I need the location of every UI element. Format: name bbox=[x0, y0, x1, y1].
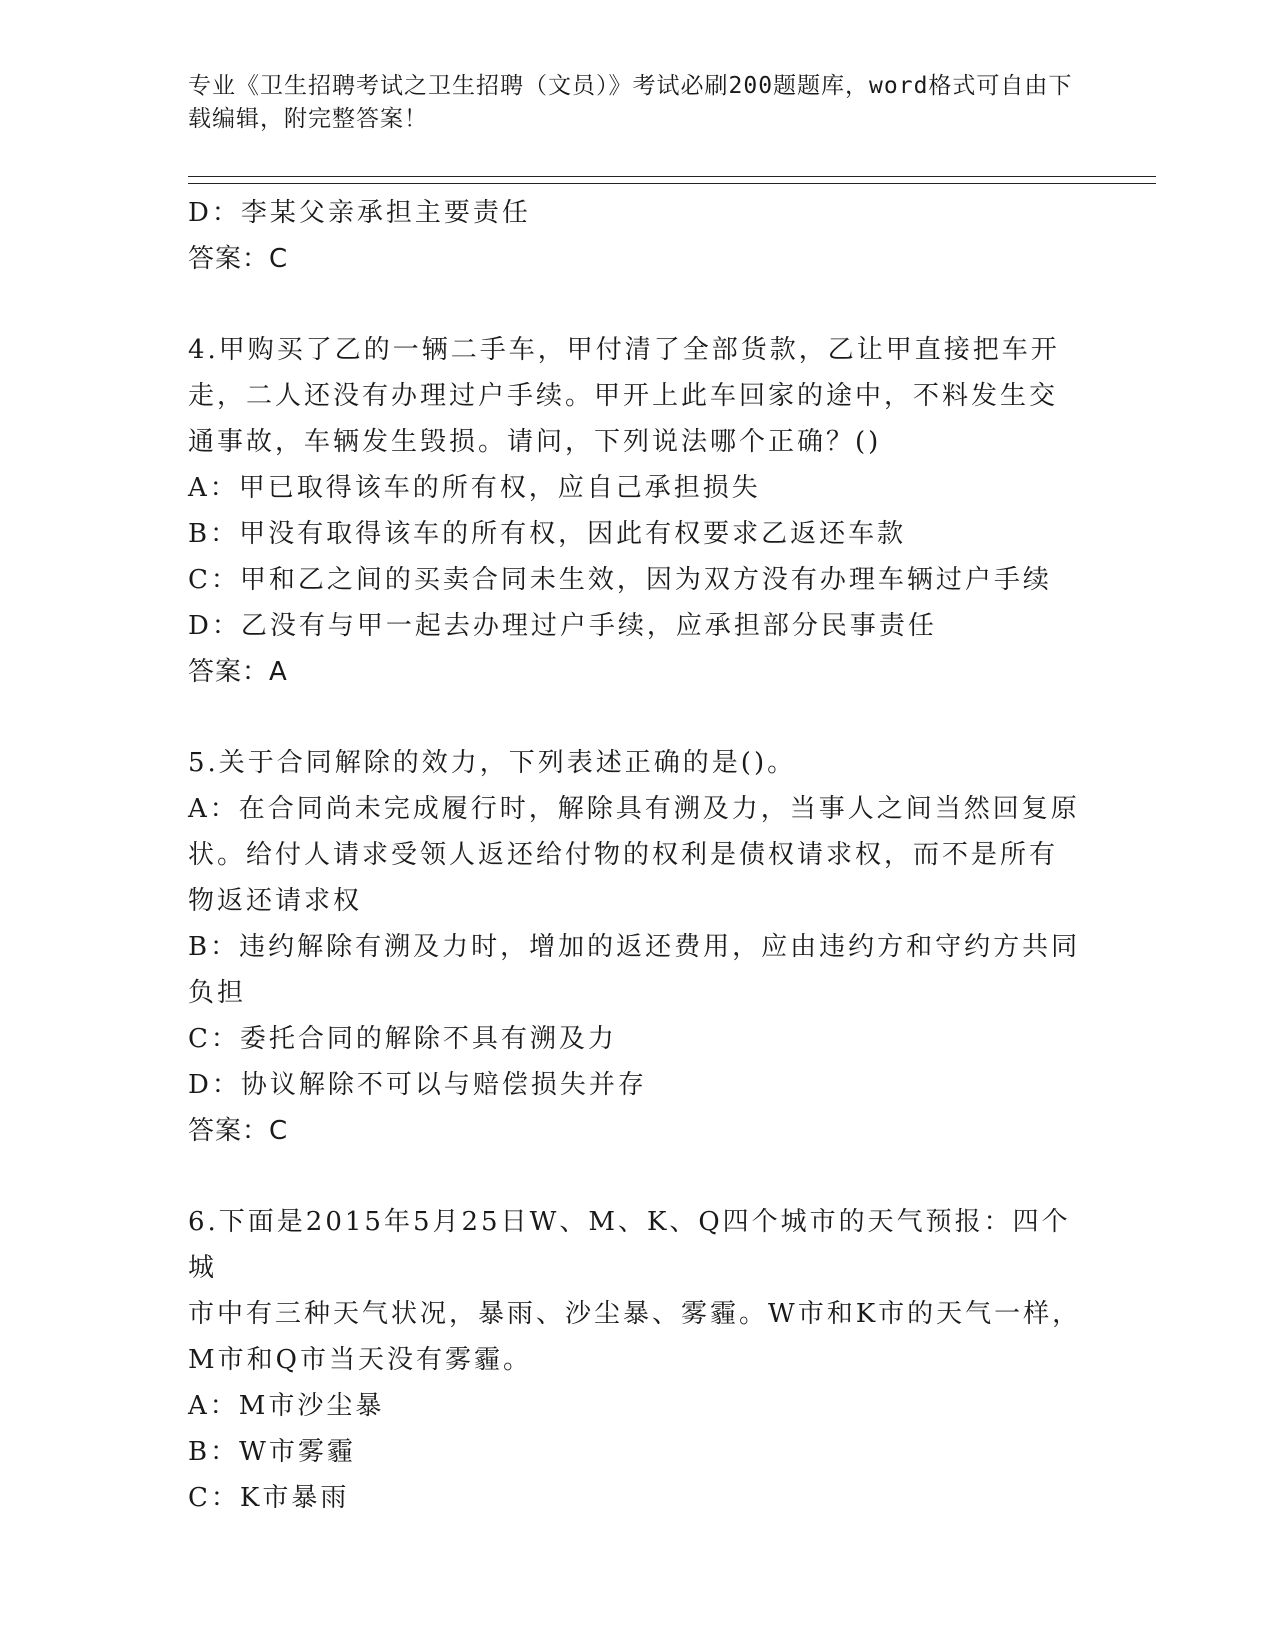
document-body bbox=[188, 190, 1088, 1521]
q4-stem-line: 走，二人还没有办理过户手续。甲开上此车回家的途中，不料发生交 bbox=[188, 381, 1059, 411]
q6-option-b: B：W市雾霾 bbox=[188, 1437, 356, 1467]
q4-option-d: D：乙没有与甲一起去办理过户手续，应承担部分民事责任 bbox=[188, 611, 937, 641]
q5-option-b-line: B：违约解除有溯及力时，增加的返还费用，应由违约方和守约方共同 bbox=[188, 932, 1081, 962]
q5-answer: 答案：C bbox=[188, 1116, 289, 1146]
q5-option-a-line: 物返还请求权 bbox=[188, 886, 363, 916]
q5-option-d: D：协议解除不可以与赔偿损失并存 bbox=[188, 1070, 647, 1100]
q4-answer: 答案：A bbox=[188, 657, 288, 687]
q3-option-d: D：李某父亲承担主要责任 bbox=[188, 198, 531, 228]
q6-option-c: C：K市暴雨 bbox=[188, 1483, 350, 1513]
q6-stem-line: 6.下面是2015年5月25日W、M、K、Q四个城市的天气预报：四个城 bbox=[188, 1207, 1071, 1283]
q5-option-c: C：委托合同的解除不具有溯及力 bbox=[188, 1024, 617, 1054]
document-header: 专业《卫生招聘考试之卫生招聘（文员）》考试必刷200题题库，word格式可自由下载编辑，附完整答案！ bbox=[188, 73, 1073, 132]
q5-option-b-line: 负担 bbox=[188, 978, 247, 1008]
q4-stem-line: 通事故，车辆发生毁损。请问，下列说法哪个正确？() bbox=[188, 427, 882, 457]
q4-option-c: C：甲和乙之间的买卖合同未生效，因为双方没有办理车辆过户手续 bbox=[188, 565, 1052, 595]
q6-option-a: A：M市沙尘暴 bbox=[188, 1391, 385, 1421]
q5-option-a-line: A：在合同尚未完成履行时，解除具有溯及力，当事人之间当然回复原 bbox=[188, 794, 1080, 824]
q4-option-a: A：甲已取得该车的所有权，应自己承担损失 bbox=[188, 473, 761, 503]
q4-stem-line: 4.甲购买了乙的一辆二手车，甲付清了全部货款，乙让甲直接把车开 bbox=[188, 335, 1060, 365]
q6-stem-line: 市中有三种天气状况，暴雨、沙尘暴、雾霾。W市和K市的天气一样， bbox=[188, 1299, 1082, 1329]
q5-option-a-line: 状。给付人请求受领人返还给付物的权利是债权请求权，而不是所有 bbox=[188, 840, 1059, 870]
q5-stem: 5.关于合同解除的效力，下列表述正确的是()。 bbox=[188, 748, 797, 778]
q6-stem-line: M市和Q市当天没有雾霾。 bbox=[188, 1345, 532, 1375]
header-divider bbox=[188, 176, 1156, 184]
q4-option-b: B：甲没有取得该车的所有权，因此有权要求乙返还车款 bbox=[188, 519, 907, 549]
q3-answer: 答案：C bbox=[188, 244, 289, 274]
